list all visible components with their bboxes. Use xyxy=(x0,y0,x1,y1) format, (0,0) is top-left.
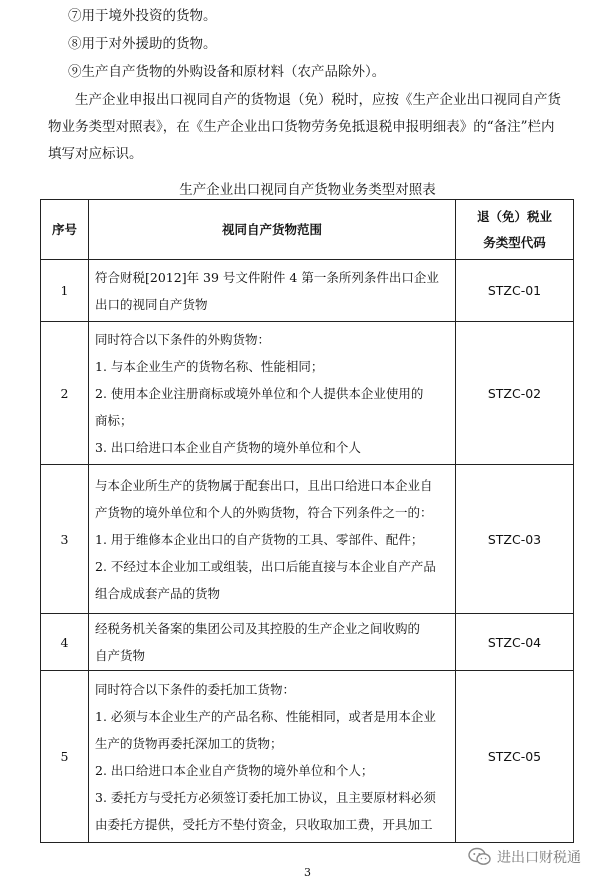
row-scope xyxy=(89,465,456,614)
wechat-icon xyxy=(468,847,492,867)
table-row xyxy=(41,614,574,671)
scope-line: 商标； xyxy=(95,412,133,428)
row-num: 5 xyxy=(41,671,89,843)
list-item-8: ⑧用于对外援助的货物。 xyxy=(68,36,217,52)
scope-line: 符合财税[2012]年 39 号文件附件 4 第一条所列条件出口企业 xyxy=(95,269,439,285)
scope-line: 2. 使用本企业注册商标或境外单位和个人提供本企业使用的 xyxy=(95,385,424,401)
table-row xyxy=(41,322,574,465)
scope-line: 2. 不经过本企业加工或组装，出口后能直接与本企业自产产品 xyxy=(95,558,436,574)
scope-line: 3. 委托方与受托方必须签订委托加工协议，且主要原材料必须 xyxy=(95,789,436,805)
row-code: STZC-01 xyxy=(456,260,574,322)
header-code xyxy=(456,200,574,260)
table-row xyxy=(41,671,574,843)
list-item-9: ⑨生产自产货物的外购设备和原材料（农产品除外）。 xyxy=(68,64,386,80)
scope-line: 同时符合以下条件的委托加工货物： xyxy=(95,681,296,697)
table-row xyxy=(41,260,574,322)
row-num: 3 xyxy=(41,465,89,614)
row-scope xyxy=(89,671,456,843)
header-code-line-1: 退（免）税业 xyxy=(476,208,552,224)
row-num: 2 xyxy=(41,322,89,465)
row-code: STZC-03 xyxy=(456,465,574,614)
page-number: 3 xyxy=(304,866,311,879)
scope-line: 1. 用于维修本企业出口的自产货物的工具、零部件、配件； xyxy=(95,531,424,547)
row-code: STZC-05 xyxy=(456,671,574,843)
scope-line: 产货物的境外单位和个人的外购货物，符合下列条件之一的： xyxy=(95,504,433,520)
scope-line: 2. 出口给进口本企业自产货物的境外单位和个人； xyxy=(95,762,374,778)
body-paragraph: 生产企业申报出口视同自产的货物退（免）税时，应按《生产企业出口视同自产货物业务类型对照表》，在《生产企业出口货物劳务免抵退税申报明细表》的“备注”栏内填写对应标识。 xyxy=(48,92,561,162)
row-num: 1 xyxy=(41,260,89,322)
business-type-table xyxy=(40,199,574,843)
scope-line: 出口的视同自产货物 xyxy=(95,296,208,312)
scope-line: 同时符合以下条件的外购货物： xyxy=(95,331,271,347)
list-item-7: ⑦用于境外投资的货物。 xyxy=(68,8,217,24)
row-scope xyxy=(89,260,456,322)
table-row xyxy=(41,465,574,614)
scope-line: 由委托方提供，受托方不垫付资金，只收取加工费，开具加工 xyxy=(95,816,433,832)
header-num: 序号 xyxy=(41,200,89,260)
header-scope: 视同自产货物范围 xyxy=(89,200,456,260)
watermark-text: 进出口财税通 xyxy=(497,850,581,866)
scope-line: 自产货物 xyxy=(95,648,146,663)
row-code: STZC-04 xyxy=(456,614,574,671)
scope-line: 1. 与本企业生产的货物名称、性能相同； xyxy=(95,358,324,374)
scope-line: 1. 必须与本企业生产的产品名称、性能相同，或者是用本企业 xyxy=(95,708,436,724)
table-caption: 生产企业出口视同自产货物业务类型对照表 xyxy=(179,182,436,198)
header-code-line-2: 务类型代码 xyxy=(483,234,546,250)
scope-line: 经税务机关备案的集团公司及其控股的生产企业之间收购的 xyxy=(95,621,421,636)
row-scope xyxy=(89,322,456,465)
row-scope xyxy=(89,614,456,671)
row-code: STZC-02 xyxy=(456,322,574,465)
row-num: 4 xyxy=(41,614,89,671)
scope-line: 与本企业所生产的货物属于配套出口，且出口给进口本企业自 xyxy=(95,477,433,493)
scope-line: 组合成成套产品的货物 xyxy=(95,585,221,601)
scope-line: 生产的货物再委托深加工的货物； xyxy=(95,735,283,751)
table-header-row xyxy=(41,200,574,260)
wechat-watermark xyxy=(468,847,581,867)
scope-line: 3. 出口给进口本企业自产货物的境外单位和个人 xyxy=(95,439,361,455)
